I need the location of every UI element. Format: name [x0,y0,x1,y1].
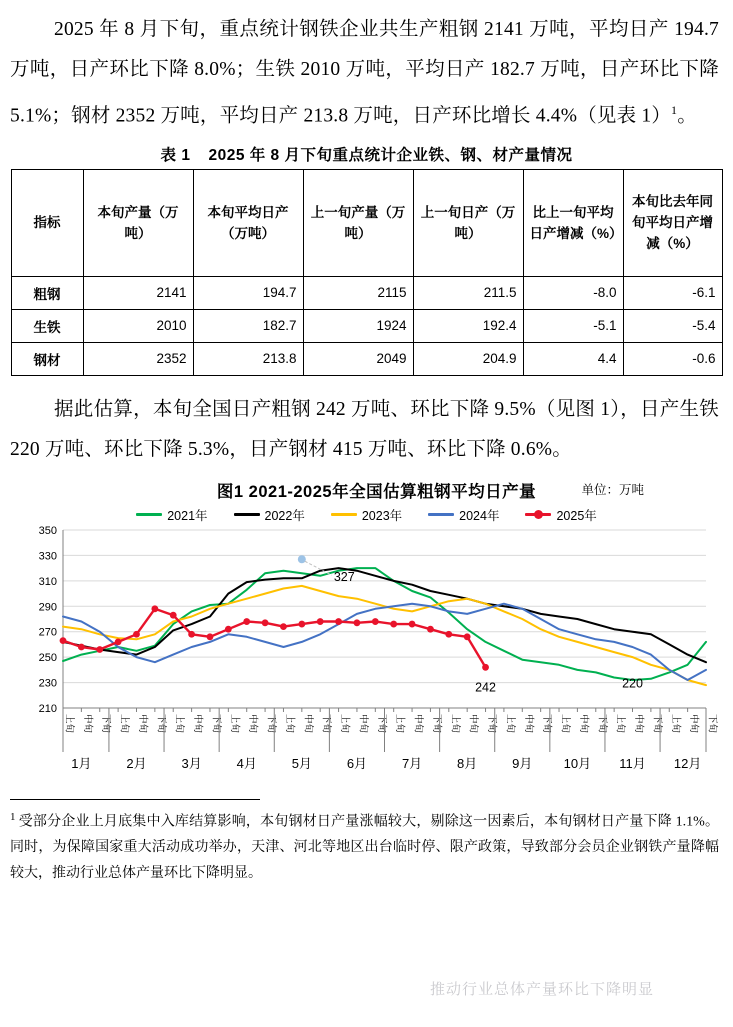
table-cell: -0.6 [623,342,722,375]
svg-text:中旬: 中旬 [192,713,204,733]
svg-text:下旬: 下旬 [210,713,222,733]
svg-text:上旬: 上旬 [669,713,681,733]
legend-item-2023 [331,506,402,524]
table-header-cell: 上一旬产量（万吨） [303,169,413,276]
table-cell: -5.4 [623,309,722,342]
legend-item-2024 [428,506,499,524]
row-label: 生铁 [11,309,83,342]
legend-label: 2024年 [459,508,500,523]
legend-label: 2022年 [264,508,305,523]
table-title-text: 2025 年 8 月下旬重点统计企业铁、钢、材产量情况 [208,146,573,164]
svg-text:12月: 12月 [673,755,702,771]
svg-text:中旬: 中旬 [412,713,424,733]
table-header-cell: 本旬平均日产（万吨） [193,169,303,276]
legend-label: 2023年 [361,508,403,523]
paragraph-2-text: 据此估算，本旬全国日产粗钢 242 万吨、环比下降 9.5%（见图 1），日产生铁 220 万吨、环比下降 5.3%，日产钢材 415 万吨、环比下降 0.6%。 [10,398,719,460]
table-cell: 211.5 [413,276,523,309]
svg-text:下旬: 下旬 [375,713,387,733]
table-header-cell: 上一旬日产（万吨） [413,169,523,276]
svg-text:上旬: 上旬 [394,713,406,733]
row-label: 钢材 [11,342,83,375]
svg-text:下旬: 下旬 [706,713,718,733]
table-cell: 204.9 [413,342,523,375]
legend-swatch [428,513,454,516]
footnote-reference: 1 [671,103,678,117]
table-header-cell: 比上一旬平均日产增减（%） [523,169,623,276]
svg-text:上旬: 上旬 [614,713,626,733]
svg-text:中旬: 中旬 [81,713,93,733]
svg-text:6月: 6月 [346,755,368,771]
row-label: 粗钢 [11,276,83,309]
table-cell: -8.0 [523,276,623,309]
svg-text:下旬: 下旬 [100,713,112,733]
svg-text:9月: 9月 [512,755,533,771]
table-row [11,342,722,375]
footnote [0,804,733,888]
table-cell: 213.8 [193,342,303,375]
svg-text:中旬: 中旬 [136,713,148,733]
paragraph-1 [0,0,733,137]
table-cell: 194.7 [193,276,303,309]
legend-label: 2025年 [556,508,597,523]
svg-text:上旬: 上旬 [559,713,571,733]
svg-text:242: 242 [475,679,496,694]
chart-unit-label: 单位：万吨 [581,482,644,497]
table-row [11,309,722,342]
svg-text:上旬: 上旬 [173,713,185,733]
svg-text:8月: 8月 [457,755,478,771]
legend-swatch [331,513,357,516]
svg-text:250: 250 [38,651,57,664]
legend-swatch [525,513,551,516]
svg-text:7月: 7月 [401,755,423,771]
footnote-mark: 1 [10,810,16,823]
svg-text:上旬: 上旬 [118,713,130,733]
svg-text:下旬: 下旬 [486,713,498,733]
svg-text:下旬: 下旬 [320,713,332,733]
svg-text:310: 310 [38,575,57,588]
table-cell: 192.4 [413,309,523,342]
svg-text:350: 350 [38,524,57,537]
table-cell: 2115 [303,276,413,309]
svg-text:220: 220 [622,675,643,690]
legend-item-2021 [136,506,207,524]
paragraph-2 [0,390,733,470]
chart-figure [11,478,722,793]
svg-text:上旬: 上旬 [449,713,461,733]
svg-text:中旬: 中旬 [467,713,479,733]
svg-text:5月: 5月 [291,755,312,771]
svg-text:3月: 3月 [181,755,202,771]
svg-text:1月: 1月 [71,755,92,771]
legend-label: 2021年 [167,508,208,523]
table-cell: 4.4 [523,342,623,375]
chart-svg [11,524,722,774]
steel-output-table [11,169,723,376]
svg-text:下旬: 下旬 [651,713,663,733]
svg-text:327: 327 [333,569,355,584]
legend-item-2025 [525,506,596,524]
svg-text:上旬: 上旬 [339,713,351,733]
svg-text:上旬: 上旬 [283,713,295,733]
svg-text:上旬: 上旬 [63,713,75,733]
svg-text:上旬: 上旬 [228,713,240,733]
svg-text:11月: 11月 [619,755,646,771]
legend-swatch [234,513,260,516]
svg-text:下旬: 下旬 [541,713,553,733]
footnote-divider [10,799,260,800]
legend-swatch [136,513,162,516]
table-header-cell: 指标 [11,169,83,276]
table-cell: 182.7 [193,309,303,342]
table-cell: 2352 [83,342,193,375]
svg-text:中旬: 中旬 [357,713,369,733]
table-header-cell: 本旬产量（万吨） [83,169,193,276]
footnote-text: 受部分企业上月底集中入库结算影响，本旬钢材日产量涨幅较大，剔除这一因素后，本旬钢材日产量下降 1.1%。同时，为保障国家重大活动成功举办，天津、河北等地区出台临时停、限产政策，导致部分会员企业钢铁产量降幅较大，推动行业总体产量环比下降明显。 [10,814,719,882]
svg-text:下旬: 下旬 [430,713,442,733]
svg-text:上旬: 上旬 [504,713,516,733]
table-cell: 1924 [303,309,413,342]
svg-text:10月: 10月 [563,755,592,771]
svg-text:中旬: 中旬 [577,713,589,733]
table-header-row [11,169,722,276]
table-header-cell: 本旬比去年同旬平均日产增减（%） [623,169,722,276]
table-caption [0,143,733,165]
table-label: 表 1 [160,146,191,164]
paragraph-1-text: 2025 年 8 月下旬，重点统计钢铁企业共生产粗钢 2141 万吨，平均日产 194.7 万吨，日产环比下降 8.0%；生铁 2010 万吨，平均日产 182.7 万吨，日产环比下降 5.1%；钢材 2352 万吨，平均日产 213.8 万吨，日产环比增长 4.4%（见表 1） [10,19,719,127]
paragraph-1-end: 。 [677,105,697,127]
chart-legend [11,506,722,524]
chart-plot-area [11,524,722,774]
table-cell: 2010 [83,309,193,342]
svg-text:下旬: 下旬 [596,713,608,733]
watermark: 推动行业总体产量环比下降明显 [430,981,655,998]
svg-text:中旬: 中旬 [522,713,534,733]
svg-text:290: 290 [38,600,57,613]
svg-text:中旬: 中旬 [633,713,645,733]
legend-item-2022 [234,506,305,524]
table-cell: -6.1 [623,276,722,309]
svg-text:中旬: 中旬 [688,713,700,733]
chart-title: 图1 2021-2025年全国估算粗钢平均日产量 [216,482,537,501]
table-cell: 2141 [83,276,193,309]
table-cell: 2049 [303,342,413,375]
table-row [11,276,722,309]
table-cell: -5.1 [523,309,623,342]
svg-text:270: 270 [38,626,57,639]
svg-text:中旬: 中旬 [247,713,259,733]
svg-text:330: 330 [38,549,57,562]
svg-text:230: 230 [38,677,57,690]
svg-text:2月: 2月 [126,755,147,771]
svg-text:下旬: 下旬 [155,713,167,733]
svg-text:中旬: 中旬 [302,713,314,733]
svg-text:210: 210 [38,702,57,715]
svg-text:下旬: 下旬 [265,713,277,733]
svg-text:4月: 4月 [236,755,257,771]
